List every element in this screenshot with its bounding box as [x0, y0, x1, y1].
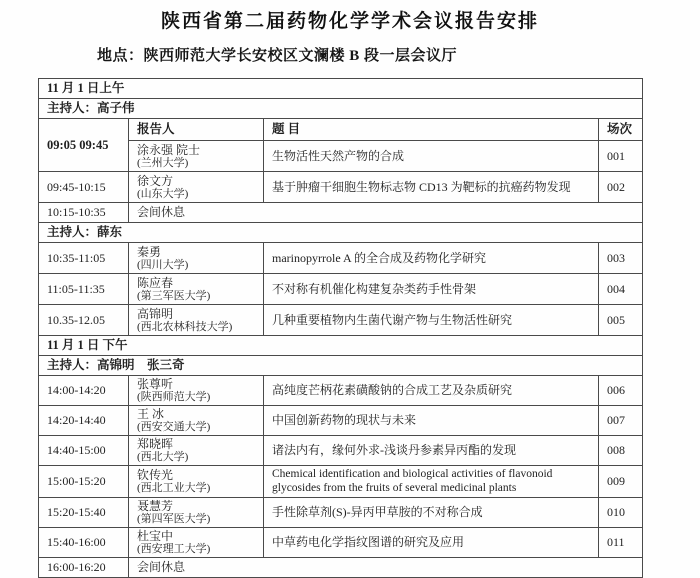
talk-topic: 手性除草剂(S)-异丙甲草胺的不对称合成: [264, 497, 599, 527]
host-row-1: [39, 99, 643, 119]
header-topic: 题 目: [264, 119, 599, 141]
talk-topic: marinopyrrole A 的全合成及药物化学研究: [264, 243, 599, 274]
reporter-org: (西安交通大学): [137, 421, 211, 433]
reporter-org: (西北工业大学): [137, 481, 211, 494]
talk-topic: 中草药电化学指纹图谱的研究及应用: [264, 527, 599, 557]
talk-reporter: [129, 243, 264, 274]
talk-row-006: [39, 376, 643, 406]
talk-topic: Chemical identification and biological activities of flavonoid glycosides from the fruits of several medicinal plants: [264, 466, 599, 498]
talk-session: 005: [599, 305, 643, 336]
talk-reporter: [129, 305, 264, 336]
date-row-afternoon: [39, 336, 643, 356]
break-label: 会间休息: [129, 557, 643, 577]
talk-reporter: [129, 466, 264, 498]
talk-topic: 几种重要植物内生菌代谢产物与生物活性研究: [264, 305, 599, 336]
break-time: 10:15-10:35: [39, 203, 129, 223]
talk-session: 008: [599, 436, 643, 466]
host-row-2: [39, 223, 643, 243]
talk-row-010: [39, 497, 643, 527]
talk-topic: 不对称有机催化构建复杂类药手性骨架: [264, 274, 599, 305]
reporter-name: 陈应春: [137, 275, 174, 290]
talk-row-008: [39, 436, 643, 466]
date-row-morning: [39, 79, 643, 99]
date-label: 11 月 1 日 下午: [39, 336, 643, 356]
talk-time: 10:35-11:05: [39, 243, 129, 274]
break-label: 会间休息: [129, 203, 643, 223]
talk-session: 003: [599, 243, 643, 274]
reporter-org: (第四军医大学): [137, 512, 211, 525]
talk-session: 007: [599, 406, 643, 436]
host-label: 主持人：薛东: [39, 223, 643, 243]
reporter-org: (西北大学): [137, 451, 189, 463]
talk-reporter: [129, 172, 264, 203]
location-line: 地点：陕西师范大学长安校区文澜楼 B 段一层会议厅: [97, 48, 458, 64]
talk-row-002: [39, 172, 643, 203]
talk-session: 006: [599, 376, 643, 406]
talk-session: 004: [599, 274, 643, 305]
talk-reporter: [129, 274, 264, 305]
break-time: 16:00-16:20: [39, 557, 129, 577]
talk-reporter: [129, 141, 264, 172]
break-row-afternoon: [39, 557, 643, 577]
page-title: 陕西省第二届药物化学学术会议报告安排: [160, 11, 539, 32]
reporter-name: 郑晓晖: [137, 437, 174, 451]
reporter-name: 秦勇: [137, 244, 162, 259]
talk-topic: 高纯度芒柄花素磺酸钠的合成工艺及杂质研究: [264, 376, 599, 406]
schedule-table: [38, 78, 643, 578]
talk-session: 001: [599, 141, 643, 172]
talk-reporter: [129, 497, 264, 527]
talk-time: 10.35-12.05: [39, 305, 129, 336]
reporter-name: 张尊听: [137, 377, 174, 391]
talk-time: 09:05 09:45: [39, 119, 129, 172]
talk-row-007: [39, 406, 643, 436]
host-row-3: [39, 356, 643, 376]
talk-session: 011: [599, 527, 643, 557]
talk-topic: 中国创新药物的现状与未来: [264, 406, 599, 436]
talk-topic: 基于肿瘤干细胞生物标志物 CD13 为靶标的抗癌药物发现: [264, 172, 599, 203]
host-label: 主持人：高子伟: [39, 99, 643, 119]
reporter-name: 钦传光: [137, 467, 174, 482]
talk-time: 09:45-10:15: [39, 172, 129, 203]
reporter-org: (西北农林科技大学): [137, 320, 233, 333]
date-label: 11 月 1 日上午: [39, 79, 643, 99]
talk-reporter: [129, 376, 264, 406]
reporter-name: 高锦明: [137, 306, 174, 321]
talk-reporter: [129, 436, 264, 466]
reporter-org: (兰州大学): [137, 156, 189, 169]
header-reporter: 报告人: [129, 119, 264, 141]
talk-time: 14:00-14:20: [39, 376, 129, 406]
reporter-name: 涂永强 院士: [137, 142, 201, 157]
talk-row-001: [39, 141, 643, 172]
talk-time: 15:00-15:20: [39, 466, 129, 498]
talk-row-004: [39, 274, 643, 305]
header-session: 场次: [599, 119, 643, 141]
reporter-org: (第三军医大学): [137, 289, 211, 302]
talk-topic: 生物活性天然产物的合成: [264, 141, 599, 172]
reporter-name: 徐文方: [137, 173, 174, 188]
talk-session: 009: [599, 466, 643, 498]
talk-time: 14:40-15:00: [39, 436, 129, 466]
talk-time: 14:20-14:40: [39, 406, 129, 436]
talk-row-005: [39, 305, 643, 336]
reporter-org: (陕西师范大学): [137, 391, 211, 403]
talk-time: 15:20-15:40: [39, 497, 129, 527]
reporter-name: 王 冰: [137, 407, 165, 421]
reporter-org: (山东大学): [137, 187, 189, 200]
talk-reporter: [129, 406, 264, 436]
break-row-morning: [39, 203, 643, 223]
talk-session: 010: [599, 497, 643, 527]
talk-time: 15:40-16:00: [39, 527, 129, 557]
reporter-name: 聂慧芳: [137, 498, 174, 513]
reporter-org: (西安理工大学): [137, 542, 211, 555]
talk-reporter: [129, 527, 264, 557]
reporter-org: (四川大学): [137, 258, 189, 271]
talk-time: 11:05-11:35: [39, 274, 129, 305]
host-label: 主持人：高锦明 张三奇: [39, 356, 643, 376]
reporter-name: 杜宝中: [137, 528, 174, 543]
talk-session: 002: [599, 172, 643, 203]
talk-topic: 诸法内有，缘何外求-浅谈丹参素异丙酯的发现: [264, 436, 599, 466]
talk-row-009: [39, 466, 643, 498]
talk-row-011: [39, 527, 643, 557]
column-header-row: [39, 119, 643, 141]
talk-row-003: [39, 243, 643, 274]
